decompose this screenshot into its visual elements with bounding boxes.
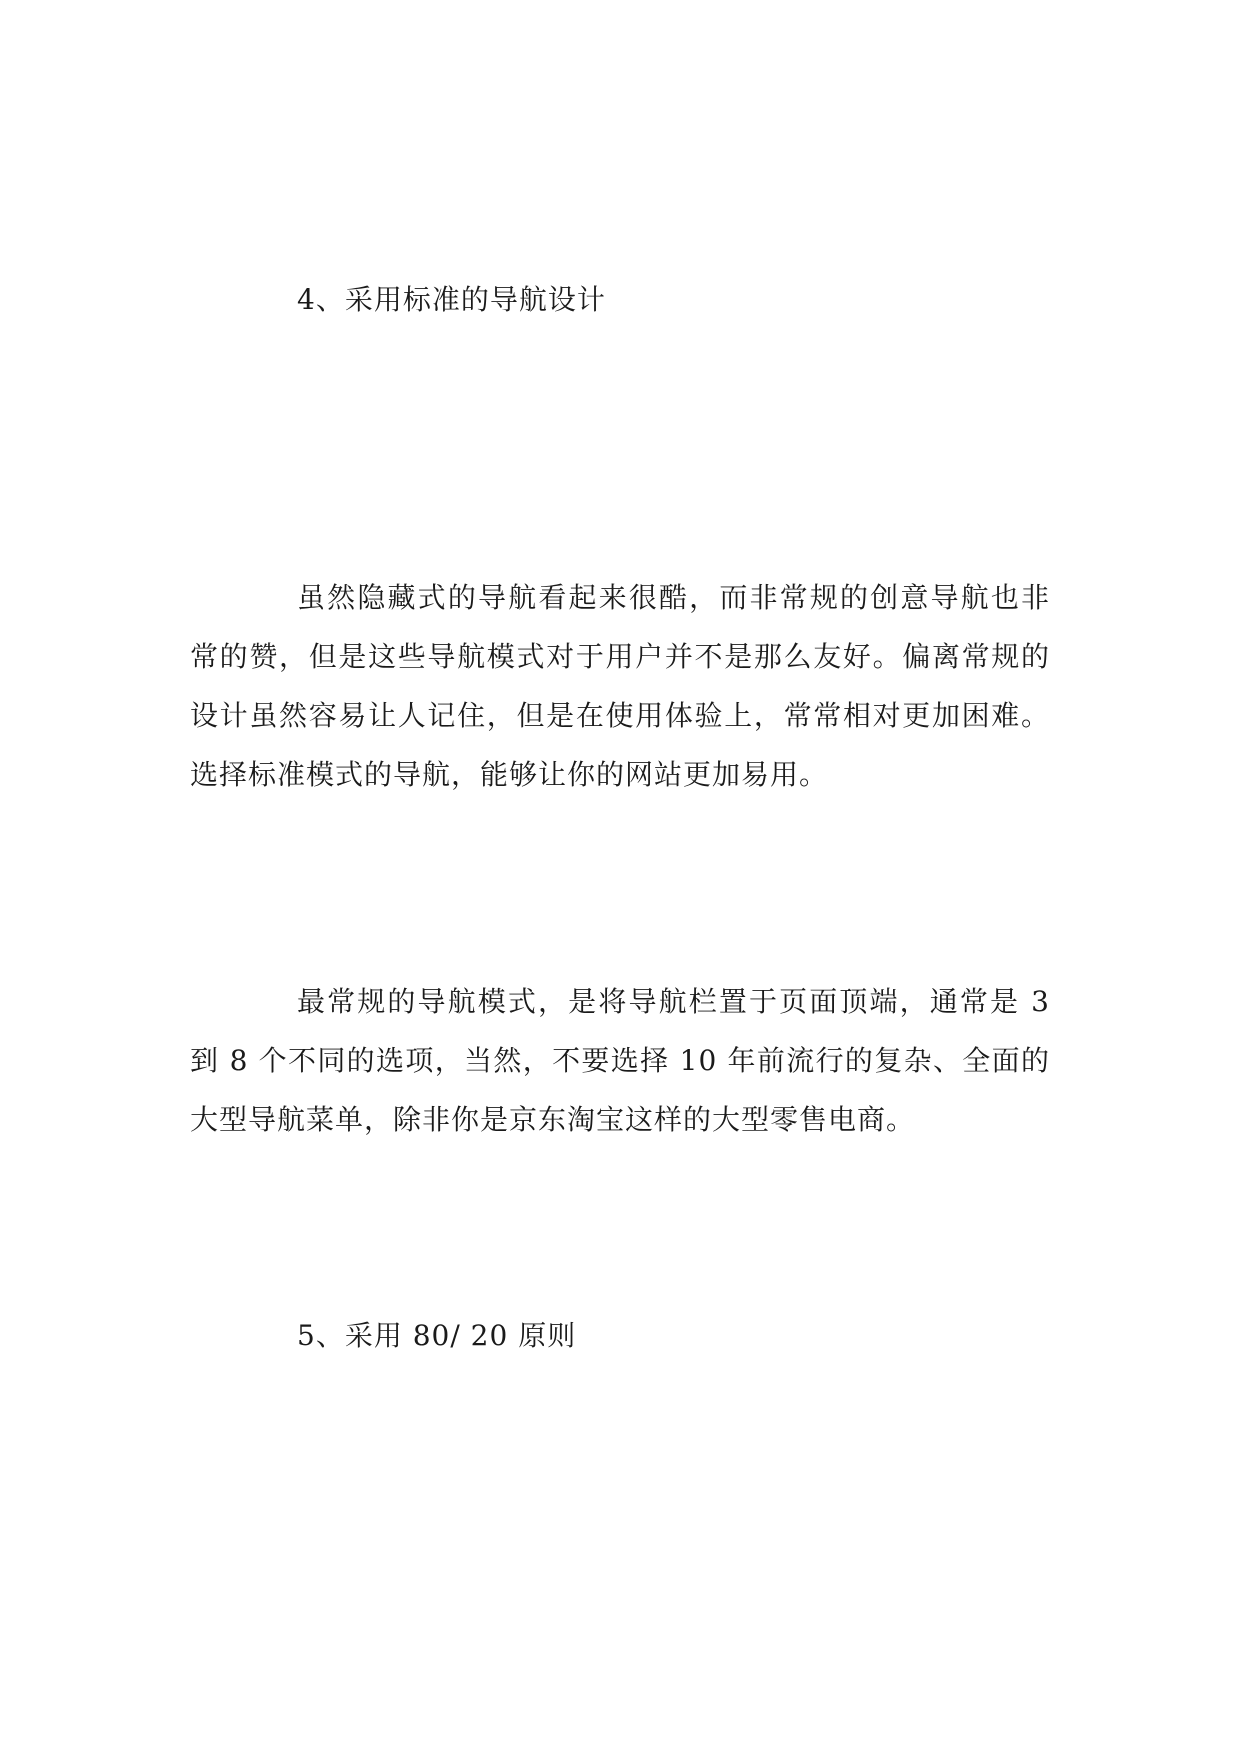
section-heading-navigation: 4、采用标准的导航设计 — [297, 283, 606, 316]
paragraph-hidden-navigation: 虽然隐藏式的导航看起来很酷，而非常规的创意导航也非常的赞，但是这些导航模式对于用户并不是那么友好。偏离常规的设计虽然容易让人记住，但是在使用体验上，常常相对更加困难。选择标准模式的导航，能够让你的网站更加易用。 — [190, 581, 1050, 791]
section-heading-80-20-rule: 5、采用 80/ 20 原则 — [297, 1319, 577, 1352]
paragraph-common-navigation: 最常规的导航模式，是将导航栏置于页面顶端，通常是 3 到 8 个不同的选项，当然，不要选择 10 年前流行的复杂、全面的大型导航菜单，除非你是京东淘宝这样的大型零售电商。 — [190, 985, 1050, 1136]
